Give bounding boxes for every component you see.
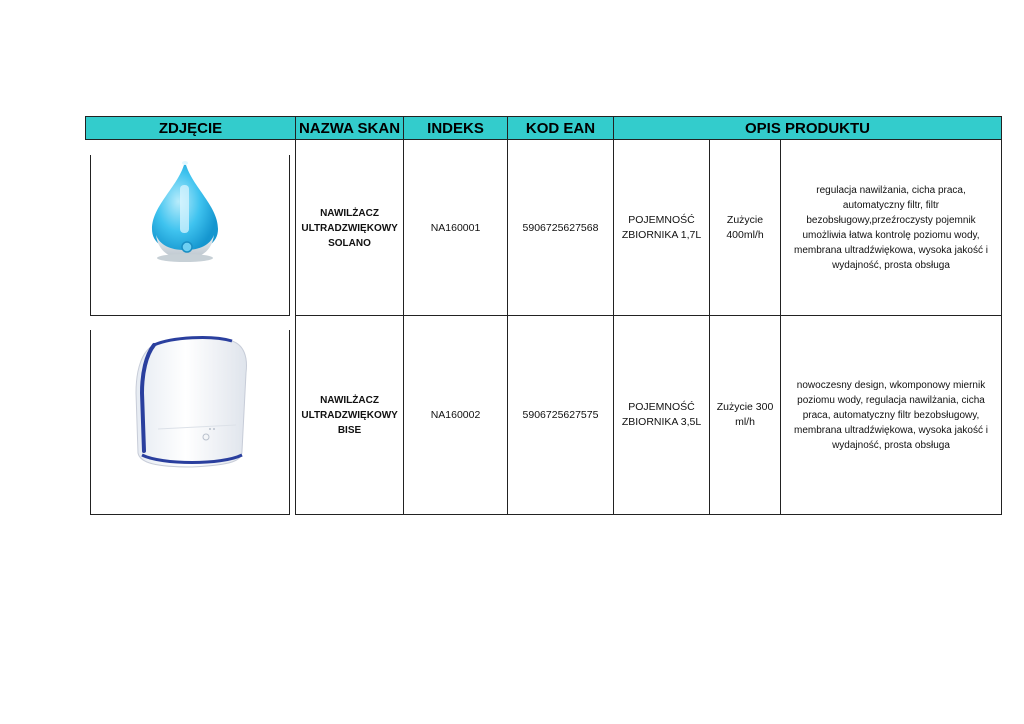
grid-line [90, 330, 91, 514]
humidifier-box-icon [132, 333, 252, 473]
header-description: OPIS PRODUKTU [613, 116, 1002, 140]
header-ean: KOD EAN [507, 116, 614, 140]
product-index: NA160002 [430, 408, 481, 421]
grid-line [289, 155, 290, 315]
product-name: NAWILŻACZ ULTRADZWIĘKOWY SOLANO [301, 207, 398, 249]
grid-line [90, 155, 91, 315]
product-ean: 5906725627568 [522, 221, 599, 234]
product-ean: 5906725627575 [522, 408, 599, 421]
product-consumption: Zużycie 400ml/h [726, 214, 764, 241]
grid-line [90, 315, 290, 316]
product-description: regulacja nawilżania, cicha praca, automatyczny filtr, filtr bezobsługowy,przeźroczysty pojemnik umożliwia łatwa kontrolę poziomu wody, membrana ultradźwiękowa, wysoka jakość i wydajność, prosta obsługa [794, 185, 988, 271]
product-capacity: POJEMNOŚĆ ZBIORNIKA 3,5L [621, 401, 702, 428]
header-name: NAZWA SKAN [295, 116, 404, 140]
product-name: NAWILŻACZ ULTRADZWIĘKOWY BISE [301, 394, 398, 436]
product-description: nowoczesny design, wkomponowy miernik poziomu wody, regulacja nawilżania, cicha praca, automatyczny filtr bezobsługowy, membrana ultradźwiękowa, wysoka jakość i wydajność, prosta obsługa [794, 379, 988, 451]
product-index: NA160001 [430, 221, 481, 234]
grid-line [289, 330, 290, 514]
product-consumption: Zużycie 300 ml/h [716, 401, 774, 428]
header-index: INDEKS [403, 116, 508, 140]
product-capacity: POJEMNOŚĆ ZBIORNIKA 1,7L [621, 214, 702, 241]
grid-line [295, 514, 1002, 515]
grid-line [1001, 140, 1002, 515]
humidifier-drop-icon [140, 155, 230, 270]
header-photo: ZDJĘCIE [85, 116, 296, 140]
grid-line [90, 514, 290, 515]
